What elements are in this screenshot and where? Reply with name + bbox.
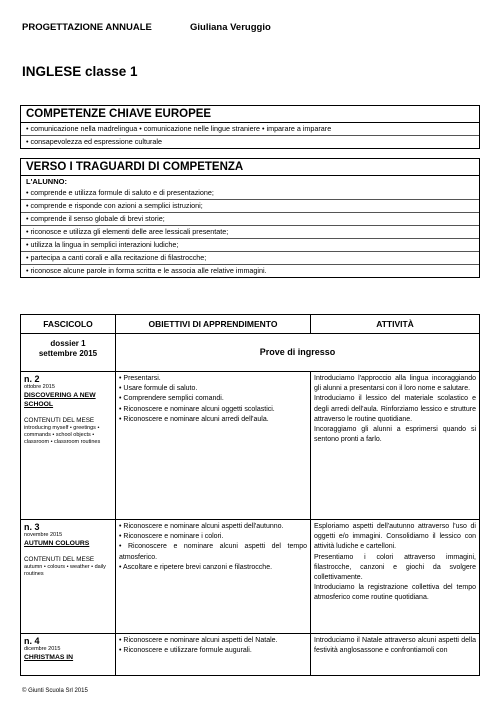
traguardi-line: • comprende e utilizza formule di saluto e di presentazione; (21, 187, 479, 200)
competenze-line: • consapevolezza ed espressione culturale (26, 137, 162, 146)
programme-table (20, 314, 480, 676)
obiettivo-item: • Usare formule di saluto. (119, 385, 198, 393)
page-header (22, 22, 271, 33)
table-row (21, 334, 480, 372)
prove-ingresso-cell: Prove di ingresso (116, 334, 480, 372)
attivita-item: Introduciamo la registrazione collettiva del tempo atmosferico come routine quotidiana. (314, 584, 476, 602)
traguardi-line: • riconosce e utilizza gli elementi delle aree lessicali presentate; (21, 226, 479, 239)
column-header-attivita: ATTIVITÀ (311, 315, 480, 334)
table-row (21, 634, 480, 676)
attivita-cell (311, 634, 480, 676)
dossier-date: settembre 2015 (38, 349, 98, 358)
obiettivo-item: • Riconoscere e nominare alcuni aspetti del Natale. (119, 637, 278, 644)
attivita-item: Introduciamo il lessico del materiale scolastico e degli arredi dell'aula. Rinforziamo lessico e strutture attraverso le routine quotidiane. (314, 395, 476, 423)
table-row (21, 520, 480, 634)
obiettivo-item: • Riconoscere e nominare alcuni aspetti dell'autunno. (119, 523, 284, 530)
obiettivi-cell (116, 520, 311, 634)
traguardi-box (20, 158, 480, 278)
dossier-cell (21, 334, 116, 372)
fascicolo-cell (21, 520, 116, 634)
traguardi-heading: VERSO I TRAGUARDI DI COMPETENZA (21, 159, 479, 176)
competenze-box (20, 105, 480, 149)
obiettivi-cell (116, 634, 311, 676)
attivita-item: Incoraggiamo gli alunni a esprimersi quando si sentono pronti a farlo. (314, 426, 476, 444)
contenuti-title: CONTENUTI DEL MESE (24, 417, 95, 425)
fascicolo-cell (21, 372, 116, 520)
header-title: PROGETTAZIONE ANNUALE (22, 22, 152, 33)
obiettivo-item: • Comprendere semplici comandi. (119, 395, 224, 403)
traguardi-line: • utilizza la lingua in semplici interazioni ludiche; (21, 239, 479, 252)
attivita-cell (311, 520, 480, 634)
table-header-row (21, 315, 480, 334)
issue-number: n. 3 (24, 522, 40, 532)
issue-name: AUTUMN COLOURS (24, 540, 90, 548)
obiettivo-item: • Ascoltare e ripetere brevi canzoni e filastrocche. (119, 563, 273, 571)
attivita-item: Introduciamo l'approccio alla lingua incoraggiando gli alunni a presentarsi con il loro nome e salutare. (314, 375, 476, 393)
obiettivo-item: • Riconoscere e nominare alcuni aspetti del tempo atmosferico. (119, 543, 307, 561)
issue-name: DISCOVERING A NEW SCHOOL (24, 392, 96, 409)
issue-date: ottobre 2015 (24, 384, 55, 391)
header-author: Giuliana Veruggio (190, 22, 271, 33)
traguardi-line: • riconosce alcune parole in forma scritta e le associa alle relative immagini. (26, 266, 267, 275)
fascicolo-cell (21, 634, 116, 676)
contenuti-items: introducing myself • greetings • commands • school objects • classroom • classroom routines (24, 425, 101, 446)
obiettivo-item: • Riconoscere e nominare alcuni arredi dell'aula. (119, 415, 269, 423)
traguardi-subheading: L'ALUNNO: (26, 177, 67, 186)
contenuti-title: CONTENUTI DEL MESE (24, 556, 95, 564)
copyright-footer: © Giunti Scuola Srl 2015 (22, 688, 88, 694)
issue-date: dicembre 2015 (24, 646, 61, 653)
dossier-number: dossier 1 (50, 339, 86, 348)
obiettivo-item: • Riconoscere e utilizzare formule augurali. (119, 647, 252, 655)
competenze-line: • comunicazione nella madrelingua • comunicazione nelle lingue straniere • imparare a imparare (21, 123, 479, 136)
traguardi-line: • partecipa a canti corali e alla recitazione di filastrocche; (21, 252, 479, 265)
obiettivo-item: • Riconoscere e nominare i colori. (119, 533, 224, 541)
traguardi-line: • comprende e risponde con azioni a semplici istruzioni; (21, 200, 479, 213)
competenze-heading: COMPETENZE CHIAVE EUROPEE (21, 106, 479, 123)
issue-number: n. 2 (24, 374, 40, 384)
column-header-obiettivi: OBIETTIVI DI APPRENDIMENTO (116, 315, 311, 334)
issue-date: novembre 2015 (24, 532, 63, 539)
column-header-fascicolo: FASCICOLO (21, 315, 116, 334)
attivita-item: Esploriamo aspetti dell'autunno attraverso l'uso di oggetti e/o immagini. Consolidiamo il lessico con attività ludiche e cartelloni. (314, 523, 476, 551)
issue-number: n. 4 (24, 636, 40, 646)
traguardi-line: • comprende il senso globale di brevi storie; (21, 213, 479, 226)
table-row (21, 372, 480, 520)
attivita-item: Introduciamo il Natale attraverso alcuni aspetti della festività anglosassone e confrontiamoli con (314, 637, 476, 655)
attivita-item: Presentiamo i colori attraverso immagini, filastrocche, canzoni e giochi da svolgere collettivamente. (314, 553, 476, 582)
contenuti-items: autumn • colours • weather • daily routines (24, 564, 106, 578)
attivita-cell (311, 372, 480, 520)
issue-name: CHRISTMAS IN (24, 654, 74, 662)
obiettivi-cell (116, 372, 311, 520)
obiettivo-item: • Presentarsi. (119, 375, 161, 382)
obiettivo-item: • Riconoscere e nominare alcuni oggetti scolastici. (119, 405, 275, 413)
document-title: INGLESE classe 1 (22, 64, 138, 79)
